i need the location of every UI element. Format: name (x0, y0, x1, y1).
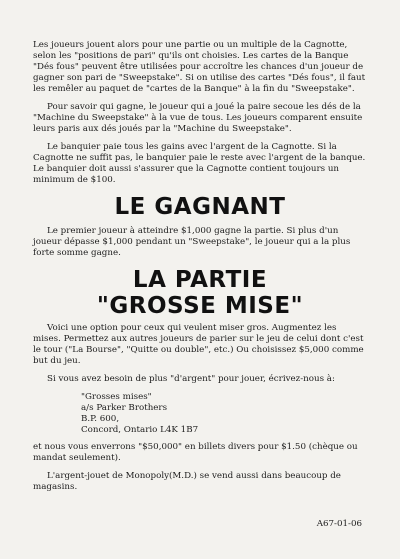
heading-grosse-mise-line2: "GROSSE MISE" (96, 293, 304, 319)
paragraph-write-us: Si vous avez besoin de plus "d'argent" pour jouer, écrivez-nous à: (47, 374, 335, 384)
paragraph-send-money: et nous vous enverrons "$50,000" en billets divers pour $1.50 (chèque ou mandat seulement). (33, 442, 358, 463)
address-line-1: "Grosses mises" (81, 392, 152, 402)
paragraph-monopoly-money: L'argent-jouet de Monopoly(M.D.) se vend aussi dans beaucoup de magasins. (33, 471, 341, 492)
heading-grosse-mise-line1: LA PARTIE (132, 267, 268, 293)
address-line-4: Concord, Ontario L4K 1B7 (81, 425, 199, 435)
mailing-address (81, 392, 367, 436)
address-line-3: B.P. 600, (81, 414, 120, 424)
paragraph-cagnotte: Les joueurs jouent alors pour une partie ou un multiple de la Cagnotte, selon les "positions de pari" qu'ils ont choisies. Les cartes de la Banque "Dés fous" peuvent être utilisées pour accroître les chances d'un joueur de gagner son pari de "Sweepstake". Si on utilise des cartes "Dés fous", il faut les remêler au paquet de "cartes de la Banque" à la fin du "Sweepstake". (33, 40, 366, 94)
paragraph-who-wins: Pour savoir qui gagne, le joueur qui a joué la paire secoue les dés de la "Machine du Sweepstake" à la vue de tous. Les joueurs comparent ensuite leurs paris aux dés joués par la "Machine du Sweepstake". (33, 102, 363, 134)
paragraph-winner: Le premier joueur à atteindre $1,000 gagne la partie. Si plus d'un joueur dépasse $1,000 pendant un "Sweepstake", le joueur qui a la plus forte somme gagne. (33, 226, 351, 258)
rules-page (33, 40, 367, 500)
heading-grosse-mise (33, 267, 367, 319)
paragraph-banker: Le banquier paie tous les gains avec l'argent de la Cagnotte. Si la Cagnotte ne suffit pas, le banquier paie le reste avec l'argent de la banque. Le banquier doit aussi s'assurer que la Cagnotte contient toujours un minimum de $100. (33, 142, 366, 185)
paragraph-big-stakes: Voici une option pour ceux qui veulent miser gros. Augmentez les mises. Permettez aux autres joueurs de parier sur le jeu de celui dont c'est le tour ("La Bourse", "Quitte ou double", etc.) Ou choisissez $5,000 comme but du jeu. (33, 323, 364, 366)
document-code: A67-01-06 (316, 519, 362, 529)
heading-le-gagnant: LE GAGNANT (114, 194, 286, 220)
address-line-2: a/s Parker Brothers (81, 403, 168, 413)
